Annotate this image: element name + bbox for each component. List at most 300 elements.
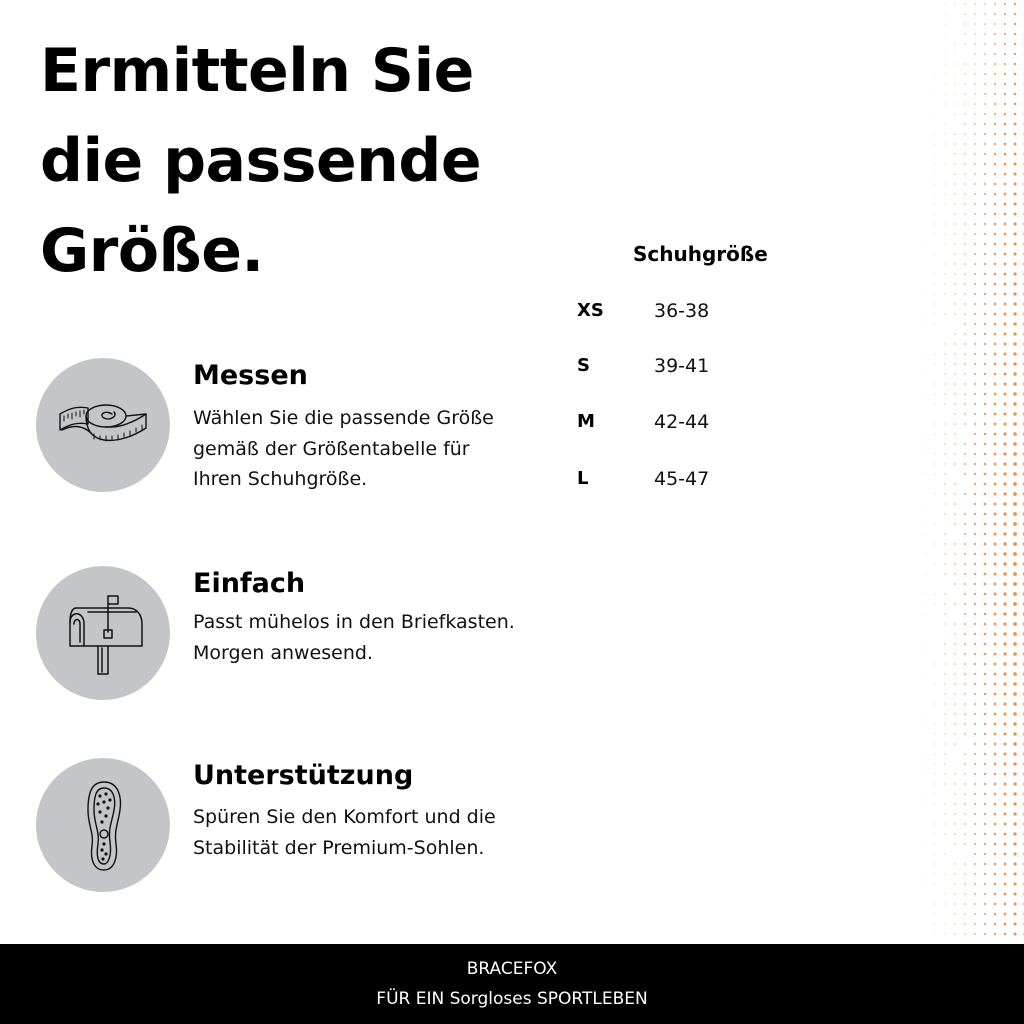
decor-dot	[994, 413, 997, 416]
decor-dot	[994, 833, 997, 836]
decor-dot	[935, 784, 936, 785]
decor-dot	[994, 243, 996, 245]
feature-description: Spüren Sie den Komfort und die Stabilität der Premium-Sohlen.	[193, 806, 496, 859]
decor-dot	[984, 803, 986, 805]
decor-dot	[974, 843, 976, 845]
decor-dot	[945, 14, 946, 15]
decor-dot	[964, 73, 965, 74]
decor-dot	[994, 433, 997, 436]
decor-dot	[954, 583, 956, 585]
decor-dot	[1013, 532, 1017, 536]
decor-dot	[1013, 222, 1016, 225]
decor-dot	[934, 593, 935, 594]
decor-dot	[1004, 83, 1006, 85]
decor-dot	[954, 813, 955, 814]
decor-dot	[974, 233, 976, 235]
decor-dot	[944, 653, 945, 654]
decor-dot	[935, 94, 936, 95]
decor-dot	[1003, 422, 1006, 425]
decor-dot	[925, 884, 926, 885]
decor-dot	[944, 543, 945, 544]
decor-dot	[954, 263, 955, 264]
decor-dot	[1004, 243, 1007, 246]
decor-dot	[945, 74, 946, 75]
decor-dot	[944, 773, 945, 774]
decor-dot	[944, 393, 945, 394]
decor-dot	[984, 553, 987, 556]
decor-dot	[974, 933, 976, 935]
decor-dot	[984, 433, 986, 435]
decor-dot	[1013, 422, 1017, 426]
decor-dot	[984, 323, 986, 325]
decor-dot	[935, 274, 936, 275]
decor-dot	[984, 713, 986, 715]
decor-dot	[974, 303, 976, 305]
decor-dot	[984, 243, 986, 245]
decor-dot	[954, 113, 955, 114]
decor-dot	[954, 183, 955, 184]
feature-measure	[36, 358, 556, 498]
decor-dot	[994, 423, 997, 426]
decor-dot	[964, 713, 966, 715]
decor-dot	[974, 93, 975, 94]
decor-dot	[1004, 213, 1007, 216]
decor-dot	[944, 783, 945, 784]
decor-dot	[974, 563, 976, 565]
decor-dot	[1013, 852, 1016, 855]
decor-dot	[1003, 572, 1006, 575]
decor-dot	[964, 43, 965, 44]
decor-dot	[1003, 502, 1006, 505]
decor-dot	[994, 73, 996, 75]
decor-dot	[974, 113, 976, 115]
decor-dot	[964, 623, 966, 625]
decor-dot	[935, 934, 936, 935]
decor-dot	[925, 604, 926, 605]
footer-brand: BRACEFOX	[466, 959, 558, 979]
decor-dot	[954, 893, 955, 894]
decor-dot	[994, 743, 997, 746]
decor-dot	[964, 923, 966, 925]
decor-dot	[1004, 833, 1007, 836]
decor-dot	[944, 693, 945, 694]
decor-dot	[964, 663, 966, 665]
decor-dot	[984, 143, 986, 145]
decor-dot	[964, 513, 966, 515]
decor-dot	[1014, 103, 1016, 105]
decor-dot	[984, 493, 987, 496]
decor-dot	[1004, 843, 1007, 846]
decor-dot	[964, 113, 965, 114]
decor-dot	[1003, 542, 1006, 545]
decor-dot	[935, 194, 936, 195]
decor-dot	[925, 244, 926, 245]
decor-dot	[1003, 672, 1006, 675]
decor-dot	[974, 193, 976, 195]
decor-dot	[945, 24, 946, 25]
decor-dot	[1013, 282, 1016, 285]
decor-dot	[984, 833, 986, 835]
decor-dot	[954, 523, 956, 525]
decor-dot	[944, 813, 945, 814]
decor-dot	[994, 43, 996, 45]
decor-dot	[1003, 382, 1006, 385]
decor-dot	[964, 273, 966, 275]
decor-dot	[994, 163, 996, 165]
decor-dot	[964, 763, 966, 765]
decor-dot	[964, 693, 966, 695]
decor-dot	[994, 323, 997, 326]
decor-dot	[994, 303, 997, 306]
decor-dot	[954, 923, 955, 924]
decor-dot	[934, 663, 935, 664]
headline-line-3: Größe.	[40, 216, 264, 286]
decor-dot	[974, 353, 976, 355]
decor-dot	[964, 733, 966, 735]
decor-dot	[1004, 913, 1007, 916]
decor-dot	[994, 103, 996, 105]
decor-dot	[1004, 333, 1007, 336]
decor-dot	[984, 233, 986, 235]
decor-dot	[964, 403, 966, 405]
decor-dot	[974, 703, 976, 705]
decor-dot	[1004, 283, 1007, 286]
decor-dot	[974, 173, 976, 175]
decor-dot	[964, 603, 966, 605]
decor-dot	[954, 493, 956, 495]
decor-dot	[935, 354, 936, 355]
decor-dot	[1014, 903, 1017, 906]
decor-dot	[945, 34, 946, 35]
decor-dot	[944, 453, 945, 454]
decor-dot	[954, 683, 956, 685]
decor-dot	[1013, 892, 1016, 895]
decor-dot	[1013, 742, 1016, 745]
decor-dot	[964, 653, 966, 655]
decor-dot	[925, 844, 926, 845]
decor-dot	[945, 4, 946, 5]
decor-dot	[984, 263, 986, 265]
decor-dot	[1013, 412, 1016, 415]
decor-dot	[984, 743, 986, 745]
decor-dot	[964, 333, 966, 335]
decor-dot	[984, 133, 986, 135]
decor-dot	[984, 683, 986, 685]
decor-dot	[984, 503, 987, 506]
feature-easy	[36, 566, 556, 706]
decor-dot	[994, 733, 997, 736]
decor-dot	[964, 63, 965, 64]
decor-dot	[1014, 203, 1017, 206]
decor-dot	[974, 253, 976, 255]
decor-dot	[974, 743, 976, 745]
decor-dot	[993, 562, 996, 565]
decor-dot	[984, 183, 986, 185]
decor-dot	[925, 644, 926, 645]
decor-dot	[944, 673, 945, 674]
decor-dot	[1014, 213, 1017, 216]
decor-dot	[1014, 173, 1017, 176]
page-headline	[40, 26, 560, 296]
decor-dot	[974, 593, 976, 595]
decor-dot	[984, 663, 987, 666]
decor-dot	[944, 603, 945, 604]
decor-dot	[984, 63, 986, 65]
decor-dot	[964, 353, 966, 355]
decor-dot	[984, 443, 986, 445]
decor-dot	[974, 903, 976, 905]
decor-dot	[1003, 462, 1006, 465]
decor-dot	[1013, 792, 1016, 795]
decor-dot	[964, 553, 966, 555]
decor-dot	[964, 123, 965, 124]
decor-dot	[945, 94, 946, 95]
decor-dot	[934, 723, 935, 724]
decor-dot	[984, 353, 986, 355]
decor-dot	[925, 674, 926, 675]
decor-dot	[925, 874, 926, 875]
decor-dot	[925, 714, 926, 715]
decor-dot	[1014, 913, 1017, 916]
decor-dot	[944, 803, 945, 804]
decor-dot	[974, 503, 976, 505]
decor-dot	[1004, 273, 1007, 276]
decor-dot	[944, 893, 945, 894]
decor-dot	[954, 403, 956, 405]
decor-dot	[954, 833, 955, 834]
decor-dot	[984, 333, 986, 335]
decor-dot	[1014, 123, 1017, 126]
decor-dot	[994, 803, 997, 806]
decor-dot	[954, 283, 955, 284]
decor-dot	[974, 713, 976, 715]
decor-dot	[974, 623, 976, 625]
decor-dot	[994, 643, 997, 646]
decor-dot	[934, 453, 935, 454]
decor-dot	[925, 374, 926, 375]
decor-dot	[974, 3, 975, 4]
decor-dot	[964, 263, 966, 265]
decor-dot	[994, 893, 996, 895]
decor-dot	[974, 403, 976, 405]
decor-dot	[984, 783, 986, 785]
decor-dot	[974, 803, 976, 805]
decor-dot	[994, 683, 997, 686]
size-range: 45-47	[654, 468, 710, 490]
decor-dot	[1004, 763, 1007, 766]
decor-dot	[994, 443, 997, 446]
decor-dot	[994, 293, 997, 296]
decor-dot	[944, 663, 945, 664]
decor-dot	[1013, 492, 1017, 496]
decor-dot	[1013, 622, 1017, 626]
decor-dot	[944, 263, 945, 264]
decor-dot	[934, 523, 935, 524]
decor-dot	[974, 153, 976, 155]
decor-dot	[1004, 823, 1007, 826]
decor-dot	[944, 473, 945, 474]
decor-dot	[974, 463, 976, 465]
decor-dot	[1004, 133, 1007, 136]
decor-dot	[1004, 153, 1007, 156]
decor-dot	[1014, 73, 1016, 75]
decor-dot	[935, 914, 936, 915]
decor-dot	[964, 243, 966, 245]
decor-dot	[964, 873, 966, 875]
decor-dot	[974, 183, 976, 185]
decor-dot	[954, 223, 955, 224]
decor-dot	[964, 543, 966, 545]
decor-dot	[925, 804, 926, 805]
decor-dot	[925, 504, 926, 505]
decor-dot	[984, 763, 986, 765]
decor-dot	[954, 793, 955, 794]
decor-dot	[1003, 402, 1006, 405]
decor-dot	[954, 883, 955, 884]
decor-dot	[954, 623, 956, 625]
decor-dot	[935, 184, 936, 185]
decor-dot	[925, 524, 926, 525]
decor-dot	[964, 193, 966, 195]
decor-dot	[1003, 692, 1006, 695]
decor-dot	[984, 283, 986, 285]
decor-dot	[1014, 133, 1017, 136]
decor-dot	[974, 573, 976, 575]
decor-dot	[944, 313, 945, 314]
decor-dot	[955, 4, 956, 5]
decor-dot	[1014, 63, 1016, 65]
decor-dot	[1003, 642, 1006, 645]
decor-dot	[925, 324, 926, 325]
decor-dot	[964, 313, 966, 315]
decor-dot	[984, 53, 986, 55]
decor-dot	[993, 552, 996, 555]
decor-dot	[974, 53, 975, 54]
decor-dot	[974, 413, 976, 415]
decor-dot	[964, 933, 966, 935]
decor-dot	[935, 774, 936, 775]
decor-dot	[974, 323, 976, 325]
decor-dot	[944, 703, 945, 704]
decor-dot	[1013, 732, 1016, 735]
decor-dot	[954, 363, 955, 364]
decor-dot	[925, 704, 926, 705]
decor-dot	[984, 463, 987, 466]
decor-dot	[964, 103, 965, 104]
decor-dot	[974, 263, 976, 265]
decor-dot	[1014, 153, 1017, 156]
decor-dot	[984, 23, 986, 25]
decor-dot	[984, 193, 986, 195]
decor-dot	[974, 893, 976, 895]
decor-dot	[925, 594, 926, 595]
decor-dot	[984, 343, 986, 345]
decor-dot	[974, 83, 975, 84]
decor-dot	[984, 613, 987, 616]
decor-dot	[1003, 632, 1006, 635]
decor-dot	[964, 223, 966, 225]
decor-dot	[1013, 842, 1016, 845]
decor-dot	[974, 853, 976, 855]
decor-dot	[954, 383, 956, 385]
decor-dot	[964, 593, 966, 595]
decor-dot	[935, 74, 936, 75]
decor-dot	[1014, 83, 1016, 85]
decor-dot	[944, 233, 945, 234]
decor-dot	[1004, 873, 1007, 876]
decor-dot	[974, 603, 976, 605]
decor-dot	[964, 493, 966, 495]
decor-dot	[974, 373, 976, 375]
decor-dot	[984, 123, 986, 125]
decor-dot	[994, 133, 996, 135]
decor-dot	[954, 153, 955, 154]
decor-dot	[994, 863, 996, 865]
decor-dot	[984, 703, 986, 705]
decor-dot	[994, 83, 996, 85]
decor-dot	[935, 294, 936, 295]
decor-dot	[994, 763, 997, 766]
mailbox-icon-circle	[36, 566, 170, 700]
decor-dot	[1003, 492, 1006, 495]
decor-dot	[954, 273, 955, 274]
decor-dot	[1014, 23, 1016, 25]
decor-dot	[974, 423, 976, 425]
decor-dot	[1013, 872, 1016, 875]
decor-dot	[974, 273, 976, 275]
decor-dot	[954, 553, 956, 555]
decor-dot	[934, 543, 935, 544]
decor-dot	[925, 534, 926, 535]
decor-dot	[1004, 853, 1007, 856]
decor-dot	[964, 783, 966, 785]
decor-dot	[994, 493, 997, 496]
decor-dot	[994, 183, 996, 185]
decor-dot	[925, 304, 926, 305]
decor-dot	[954, 773, 955, 774]
decor-dot	[934, 683, 935, 684]
decor-dot	[984, 913, 986, 915]
decor-dot	[984, 73, 986, 75]
decor-dot	[954, 293, 955, 294]
decor-dot	[964, 703, 966, 705]
decor-dot	[984, 843, 986, 845]
size-label: S	[577, 355, 590, 376]
decor-dot	[994, 873, 996, 875]
decor-dot	[1004, 783, 1007, 786]
decor-dot	[974, 443, 976, 445]
decor-dot	[964, 413, 966, 415]
decor-dot	[994, 663, 997, 666]
decor-dot	[974, 883, 976, 885]
decor-dot	[1004, 163, 1007, 166]
decor-dot	[984, 633, 987, 636]
decor-dot	[1013, 752, 1016, 755]
decor-dot	[1013, 272, 1016, 275]
decor-dot	[944, 513, 945, 514]
decor-dot	[944, 823, 945, 824]
decor-dot	[964, 823, 966, 825]
decor-dot	[994, 453, 997, 456]
decor-dot	[994, 473, 997, 476]
decor-dot	[1003, 442, 1006, 445]
decor-dot	[974, 163, 976, 165]
decor-dot	[1003, 702, 1006, 705]
decor-dot	[984, 393, 986, 395]
decor-dot	[1014, 923, 1017, 926]
decor-dot	[934, 473, 935, 474]
decor-dot	[984, 653, 987, 656]
